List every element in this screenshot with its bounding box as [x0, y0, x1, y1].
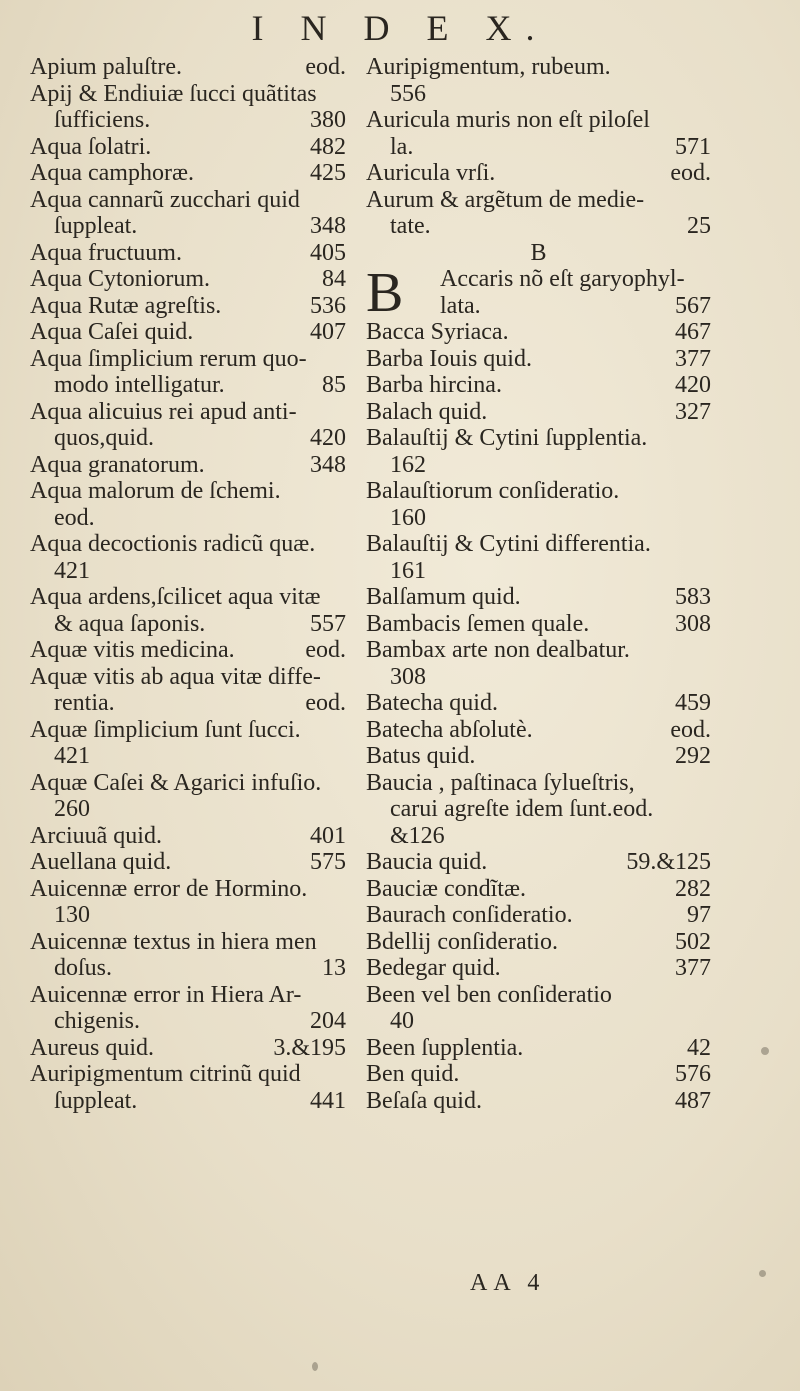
index-entry	[366, 187, 711, 240]
entry-line	[366, 54, 711, 81]
entry-line	[366, 319, 711, 346]
entry-page: 25	[687, 213, 711, 239]
entry-line	[30, 107, 346, 134]
entry-text: Balach quid.	[366, 398, 488, 425]
entry-text: Bambax arte non dealbatur.	[366, 637, 630, 663]
entry-line	[366, 929, 711, 956]
index-entry	[366, 1088, 711, 1115]
entry-page: 575	[310, 849, 346, 875]
entry-text: carui agreſte idem ſunt.eod.	[390, 796, 654, 822]
index-entry	[366, 399, 711, 426]
index-entry	[30, 717, 346, 770]
index-entry-dropcap	[366, 262, 711, 324]
entry-page: 405	[310, 239, 346, 266]
index-entry	[366, 584, 711, 611]
index-entry	[366, 902, 711, 929]
entry-page: 407	[310, 319, 346, 345]
entry-text: lata.	[440, 292, 481, 319]
entry-line	[30, 876, 346, 903]
entry-text: quos,quid.	[54, 425, 155, 451]
drop-cap-letter: B	[366, 262, 404, 324]
index-entry	[30, 823, 346, 850]
index-entry	[30, 1061, 346, 1114]
entry-text: Auicennæ error de Hormino.	[30, 875, 308, 902]
entry-line	[30, 505, 346, 532]
entry-text: Aqua ſimplicium rerum quo-	[30, 345, 307, 372]
entry-line	[30, 1088, 346, 1115]
entry-text: Been ſupplentia.	[366, 1034, 524, 1061]
entry-line	[366, 690, 711, 717]
entry-page: 567	[675, 292, 711, 319]
entry-text: &126	[390, 822, 445, 849]
entry-line	[30, 690, 346, 717]
entry-text: 421	[54, 557, 90, 584]
entry-line	[366, 584, 711, 611]
entry-page: 441	[310, 1087, 346, 1114]
entry-line	[30, 743, 346, 770]
entry-text: Aqua Caſei quid.	[30, 319, 194, 345]
entry-line	[30, 452, 346, 479]
entry-text: Baurach conſideratio.	[366, 902, 573, 928]
entry-text: 421	[54, 743, 90, 769]
entry-line	[366, 1035, 711, 1062]
entry-line	[366, 452, 711, 479]
entry-text: 260	[54, 796, 90, 822]
index-entry	[366, 929, 711, 956]
entry-line	[366, 717, 711, 744]
entry-page: 420	[675, 372, 711, 398]
entry-text: Aurum & argẽtum de medie-	[366, 186, 645, 213]
index-entry	[30, 187, 346, 240]
index-entry	[366, 372, 711, 399]
entry-line	[30, 531, 346, 558]
entry-page: eod.	[305, 54, 346, 80]
index-entry	[366, 319, 711, 346]
entry-text: doſus.	[54, 955, 113, 981]
entry-line	[366, 955, 711, 982]
entry-line	[366, 425, 711, 452]
index-entry	[366, 611, 711, 638]
entry-line	[366, 770, 711, 797]
entry-line	[30, 902, 346, 929]
entry-page: eod.	[305, 637, 346, 663]
entry-text: 160	[390, 504, 426, 531]
index-entry	[30, 81, 346, 134]
entry-line	[30, 823, 346, 850]
entry-text: Aqua ſolatri.	[30, 133, 152, 160]
entry-text: eod.	[54, 504, 95, 531]
entry-line	[30, 584, 346, 611]
index-entry	[30, 770, 346, 823]
index-entry	[30, 876, 346, 929]
entry-line	[30, 399, 346, 426]
entry-line	[30, 346, 346, 373]
entry-text: Apij & Endiuiæ ſucci quãtitas	[30, 80, 317, 107]
entry-page: 97	[687, 902, 711, 928]
entry-text: la.	[390, 133, 414, 160]
entry-text: Bauciæ condĩtæ.	[366, 875, 526, 902]
index-entry	[30, 849, 346, 876]
index-entry	[30, 346, 346, 399]
paper-speck	[759, 1270, 766, 1277]
index-entry	[366, 690, 711, 717]
entry-line	[30, 1061, 346, 1088]
entry-text: Aureus quid.	[30, 1034, 154, 1061]
entry-line	[30, 134, 346, 161]
entry-line	[30, 929, 346, 956]
entry-line	[366, 107, 711, 134]
entry-page: eod.	[670, 716, 711, 743]
index-entry	[366, 955, 711, 982]
entry-page: 571	[675, 133, 711, 160]
index-entry	[30, 319, 346, 346]
entry-page: 59.&125	[626, 849, 711, 875]
entry-text: Balauſtiorum conſideratio.	[366, 478, 620, 504]
entry-text: 162	[390, 451, 426, 478]
entry-line	[402, 266, 711, 293]
entry-page: 459	[675, 690, 711, 716]
index-entry	[30, 1035, 346, 1062]
index-entry	[30, 982, 346, 1035]
entry-page: 348	[310, 451, 346, 478]
entry-line	[30, 54, 346, 81]
entry-line	[30, 81, 346, 108]
entry-line	[366, 372, 711, 399]
index-entry	[30, 664, 346, 717]
entry-text: ſufficiens.	[54, 107, 151, 133]
entry-page: 377	[675, 955, 711, 981]
entry-page: eod.	[670, 160, 711, 186]
index-entry	[366, 717, 711, 744]
section-letter-b: B	[530, 239, 547, 266]
entry-text: modo intelligatur.	[54, 372, 225, 398]
entry-line	[366, 558, 711, 585]
entry-line	[366, 531, 711, 558]
entry-page: 348	[310, 213, 346, 239]
entry-page: 425	[310, 160, 346, 186]
entry-line	[30, 955, 346, 982]
entry-text: Baucia , paſtinaca ſylueſtris,	[366, 769, 635, 796]
entry-text: 308	[390, 663, 426, 690]
entry-text: Aqua malorum de ſchemi.	[30, 478, 281, 504]
entry-page: 467	[675, 319, 711, 345]
entry-line	[402, 293, 711, 320]
index-entry	[30, 637, 346, 664]
entry-line	[366, 796, 711, 823]
entry-line	[366, 743, 711, 770]
entry-line	[366, 849, 711, 876]
index-entry	[366, 637, 711, 690]
entry-text: Barba hircina.	[366, 372, 502, 398]
entry-line	[366, 637, 711, 664]
entry-page: 13	[322, 955, 346, 981]
entry-line	[366, 664, 711, 691]
entry-text: Aqua ardens,ſcilicet aqua vitæ	[30, 584, 321, 610]
entry-page: 292	[675, 743, 711, 769]
index-entry	[366, 849, 711, 876]
entry-page: eod.	[305, 690, 346, 716]
index-entry	[30, 266, 346, 293]
entry-text: 130	[54, 902, 90, 928]
index-entry	[30, 134, 346, 161]
entry-line	[366, 1008, 711, 1035]
entry-line	[30, 558, 346, 585]
entry-text: Bambacis ſemen quale.	[366, 610, 590, 637]
index-entry	[366, 982, 711, 1035]
entry-line	[30, 637, 346, 664]
index-entry	[30, 399, 346, 452]
index-entry	[30, 929, 346, 982]
entry-text: Aquæ Caſei & Agarici infuſio.	[30, 769, 322, 796]
entry-line	[366, 160, 711, 187]
entry-line	[30, 213, 346, 240]
index-column-left	[30, 54, 346, 1114]
entry-line	[30, 1008, 346, 1035]
entry-text: Balauſtij & Cytini differentia.	[366, 531, 651, 557]
index-entry	[30, 293, 346, 320]
entry-page: 482	[310, 133, 346, 160]
entry-text: 161	[390, 557, 426, 584]
entry-text: Aqua Rutæ agreſtis.	[30, 292, 222, 319]
entry-line	[366, 134, 711, 161]
entry-text: Beſaſa quid.	[366, 1087, 482, 1114]
entry-page: 377	[675, 345, 711, 372]
entry-text: Aquæ vitis medicina.	[30, 637, 235, 663]
entry-text: chigenis.	[54, 1008, 140, 1034]
entry-text: Auicennæ textus in hiera men	[30, 928, 317, 955]
entry-page: 327	[675, 398, 711, 425]
entry-text: Aqua camphoræ.	[30, 160, 194, 186]
index-entry	[366, 743, 711, 770]
entry-page: 204	[310, 1008, 346, 1034]
entry-text: 40	[390, 1008, 414, 1034]
entry-line	[30, 664, 346, 691]
entry-line	[366, 213, 711, 240]
entry-line	[30, 611, 346, 638]
entry-line	[30, 717, 346, 744]
entry-line	[30, 240, 346, 267]
paper-speck	[312, 1362, 318, 1371]
entry-text: Aqua cannarũ zucchari quid	[30, 186, 300, 213]
entry-text: tate.	[390, 213, 431, 239]
entry-text: Aquæ vitis ab aqua vitæ diffe-	[30, 663, 321, 690]
entry-line	[366, 505, 711, 532]
entry-text: Balſamum quid.	[366, 584, 521, 610]
page-header: I N D E X.	[251, 8, 549, 48]
entry-page: 3.&195	[273, 1034, 346, 1061]
entry-text: Aqua decoctionis radicũ quæ.	[30, 531, 316, 557]
entry-page: 308	[675, 610, 711, 637]
index-entry	[30, 240, 346, 267]
index-entry	[366, 876, 711, 903]
index-column-right	[366, 54, 711, 1114]
entry-line	[366, 902, 711, 929]
entry-text: Aqua fructuum.	[30, 239, 182, 266]
index-entry	[366, 425, 711, 478]
entry-text: Auricula muris non eſt piloſel	[366, 107, 650, 133]
entry-line	[366, 982, 711, 1009]
signature-mark: AA 4	[470, 1270, 546, 1296]
entry-page: 536	[310, 292, 346, 319]
entry-page: 85	[322, 372, 346, 398]
entry-line	[30, 187, 346, 214]
entry-line	[30, 982, 346, 1009]
entry-text: Apium paluſtre.	[30, 54, 182, 80]
entry-text: & aqua ſaponis.	[54, 610, 206, 637]
entry-text: Bedegar quid.	[366, 955, 501, 981]
entry-text: Aqua alicuius rei apud anti-	[30, 398, 297, 425]
index-entry	[366, 770, 711, 850]
entry-text: Batecha abſolutè.	[366, 716, 533, 743]
entry-text: Auellana quid.	[30, 849, 172, 875]
entry-text: Arciuuã quid.	[30, 822, 162, 849]
entry-page: 557	[310, 610, 346, 637]
index-entry	[30, 452, 346, 479]
entry-text: Aquæ ſimplicium ſunt ſucci.	[30, 716, 301, 743]
entry-line	[30, 796, 346, 823]
entry-text: Aqua granatorum.	[30, 451, 205, 478]
entry-page: 282	[675, 875, 711, 902]
entry-text: Auicennæ error in Hiera Ar-	[30, 981, 302, 1008]
entry-line	[30, 849, 346, 876]
index-entry	[30, 160, 346, 187]
entry-page: 84	[322, 266, 346, 292]
entry-line	[366, 1061, 711, 1088]
entry-text: rentia.	[54, 690, 115, 716]
index-entry	[366, 346, 711, 373]
entry-text: Bacca Syriaca.	[366, 319, 509, 345]
index-entries-a	[366, 54, 711, 240]
entry-line	[366, 611, 711, 638]
entry-line	[30, 293, 346, 320]
entry-page: 380	[310, 107, 346, 133]
index-entry	[30, 584, 346, 637]
entry-text: Batecha quid.	[366, 690, 498, 716]
entry-text: Accaris nõ eſt garyophyl-	[440, 266, 685, 292]
entry-line	[366, 1088, 711, 1115]
entry-text: Batus quid.	[366, 743, 476, 769]
index-entries-b	[366, 319, 711, 1114]
entry-page: 502	[675, 928, 711, 955]
entry-text: Auripigmentum citrinũ quid	[30, 1061, 301, 1087]
entry-page: 420	[310, 425, 346, 451]
index-entry	[366, 531, 711, 584]
entry-line	[30, 266, 346, 293]
entry-text: Auripigmentum, rubeum.	[366, 54, 611, 80]
index-entry	[30, 54, 346, 81]
entry-line	[30, 160, 346, 187]
paper-speck	[761, 1047, 769, 1055]
index-entry	[366, 160, 711, 187]
entry-page: 487	[675, 1087, 711, 1114]
entry-text: ſuppleat.	[54, 1087, 138, 1114]
entry-text: Been vel ben conſideratio	[366, 981, 612, 1008]
entry-line	[30, 478, 346, 505]
entry-line	[30, 1035, 346, 1062]
index-entry	[366, 478, 711, 531]
entry-text: Balauſtij & Cytini ſupplentia.	[366, 425, 648, 451]
entry-text: ſuppleat.	[54, 213, 138, 239]
entry-line	[366, 81, 711, 108]
entry-line	[366, 346, 711, 373]
entry-text: Ben quid.	[366, 1061, 460, 1087]
entry-text: 556	[390, 80, 426, 107]
entry-text: Auricula vrſi.	[366, 160, 496, 186]
entry-page: 42	[687, 1034, 711, 1061]
index-entry	[366, 1035, 711, 1062]
entry-line	[366, 876, 711, 903]
entry-text: Baucia quid.	[366, 849, 488, 875]
entry-page: 576	[675, 1061, 711, 1087]
index-entry	[366, 1061, 711, 1088]
entry-line	[366, 823, 711, 850]
entry-page: 583	[675, 584, 711, 610]
entry-text: Bdellij conſideratio.	[366, 928, 558, 955]
entry-line	[366, 187, 711, 214]
index-entry	[30, 531, 346, 584]
entry-line	[30, 372, 346, 399]
index-entry	[366, 107, 711, 160]
entry-line	[30, 319, 346, 346]
entry-text: Aqua Cytoniorum.	[30, 266, 210, 292]
index-entry	[30, 478, 346, 531]
entry-line	[30, 425, 346, 452]
entry-page: 401	[310, 822, 346, 849]
entry-line	[366, 478, 711, 505]
entry-line	[30, 770, 346, 797]
entry-line	[366, 399, 711, 426]
index-entry	[366, 54, 711, 107]
entry-text: Barba Iouis quid.	[366, 345, 532, 372]
